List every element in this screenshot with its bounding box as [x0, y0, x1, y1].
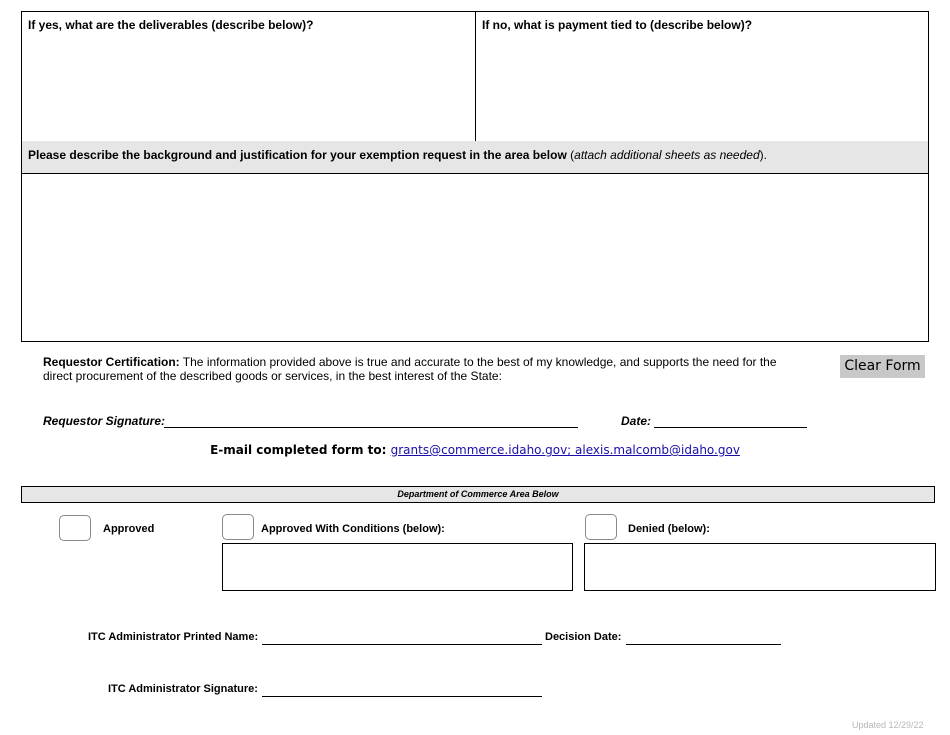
- admin-name-label: ITC Administrator Printed Name:: [88, 631, 259, 643]
- approved-label: Approved: [103, 523, 155, 535]
- date-line[interactable]: [654, 427, 807, 428]
- denied-checkbox[interactable]: [585, 514, 617, 540]
- decision-date-line[interactable]: [626, 644, 781, 645]
- admin-signature-label: ITC Administrator Signature:: [108, 683, 258, 695]
- justification-label-open: (: [566, 148, 575, 162]
- approved-conditions-checkbox[interactable]: [222, 514, 254, 540]
- date-label: Date:: [621, 414, 652, 428]
- justification-label-bold: Please describe the background and justification for your exemption request in the area below: [28, 148, 567, 162]
- justification-input[interactable]: [21, 173, 929, 342]
- deliverables-label: If yes, what are the deliverables (describe below)?: [28, 18, 314, 32]
- email-label: E-mail completed form to:: [210, 443, 391, 457]
- certification-body: The information provided above is true and accurate to the best of my knowledge, and supports the need for the direct procurement of the described goods or services, in the best interest of the State:: [43, 355, 777, 383]
- requestor-signature-label: Requestor Signature:: [43, 414, 166, 428]
- requestor-signature-line[interactable]: [164, 427, 578, 428]
- updated-date: Updated 12/29/22: [852, 720, 924, 730]
- payment-label: If no, what is payment tied to (describe below)?: [482, 18, 753, 32]
- certification-title: Requestor Certification:: [43, 355, 180, 369]
- email-link[interactable]: grants@commerce.idaho.gov; alexis.malcomb@idaho.gov: [390, 443, 740, 457]
- justification-label: [28, 148, 923, 162]
- denied-label: Denied (below):: [628, 523, 710, 535]
- certification-text: [43, 355, 803, 383]
- payment-input[interactable]: [478, 36, 926, 138]
- decision-date-label: Decision Date:: [545, 631, 622, 643]
- approved-conditions-label: Approved With Conditions (below):: [261, 523, 445, 535]
- denied-input[interactable]: [584, 543, 936, 591]
- email-row: [0, 443, 950, 457]
- approved-checkbox[interactable]: [59, 515, 91, 541]
- justification-label-close: ).: [759, 148, 767, 162]
- approved-conditions-input[interactable]: [222, 543, 573, 591]
- justification-label-italic: attach additional sheets as needed: [574, 148, 760, 162]
- deliverables-input[interactable]: [24, 36, 473, 138]
- admin-signature-line[interactable]: [262, 696, 542, 697]
- admin-name-line[interactable]: [262, 644, 542, 645]
- commerce-header-label: Department of Commerce Area Below: [397, 489, 559, 499]
- clear-form-button[interactable]: Clear Form: [840, 355, 925, 378]
